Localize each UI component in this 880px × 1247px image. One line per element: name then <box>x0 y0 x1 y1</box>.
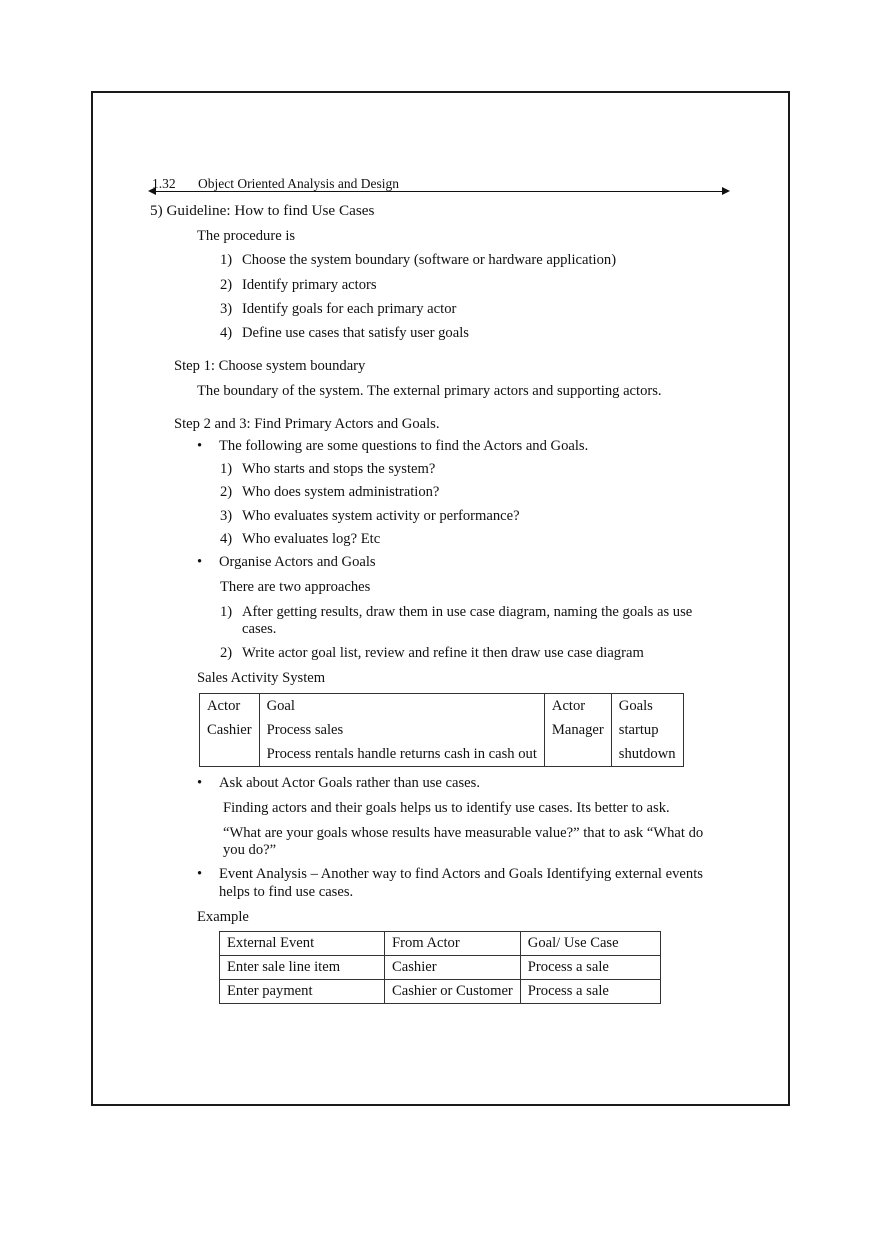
table-cell <box>544 742 611 767</box>
paragraph: “What are your goals whose results have measurable value?” that to ask “What do <box>223 825 704 841</box>
table-cell: Process a sale <box>520 980 660 1004</box>
table-row <box>200 694 684 719</box>
arrow-right-icon <box>722 187 730 195</box>
list-number: 3) <box>220 301 233 317</box>
table-row <box>200 742 684 767</box>
approaches-intro: There are two approaches <box>220 579 371 595</box>
list-number: 1) <box>220 252 233 268</box>
list-item: Identify goals for each primary actor <box>242 301 457 317</box>
list-item: Write actor goal list, review and refine it then draw use case diagram <box>242 645 644 661</box>
sales-table-title: Sales Activity System <box>197 670 326 686</box>
table-cell: shutdown <box>611 742 683 767</box>
table-cell: Enter payment <box>220 980 385 1004</box>
table-cell: Process a sale <box>520 956 660 980</box>
step23-heading: Step 2 and 3: Find Primary Actors and Goals. <box>174 416 440 432</box>
table-cell: startup <box>611 718 683 742</box>
table-cell: Manager <box>544 718 611 742</box>
list-number: 2) <box>220 645 233 661</box>
paragraph: Finding actors and their goals helps us to identify use cases. Its better to ask. <box>223 800 670 816</box>
list-number: 1) <box>220 461 233 477</box>
bullet-text: Event Analysis – Another way to find Actors and Goals Identifying external events <box>219 866 703 882</box>
header-rule <box>152 191 728 192</box>
bullet-icon: • <box>197 554 203 570</box>
list-item: Who evaluates system activity or performance? <box>242 508 520 524</box>
book-title: Object Oriented Analysis and Design <box>198 176 399 191</box>
list-number: 1) <box>220 604 233 620</box>
table-cell: Goals <box>611 694 683 719</box>
list-item-continued: cases. <box>242 621 277 637</box>
table-cell: Goal/ Use Case <box>520 932 660 956</box>
list-number: 3) <box>220 508 233 524</box>
step1-text: The boundary of the system. The external primary actors and supporting actors. <box>197 383 662 399</box>
table-cell: Cashier or Customer <box>385 980 521 1004</box>
table-row <box>200 718 684 742</box>
table-cell <box>200 742 260 767</box>
list-item: After getting results, draw them in use case diagram, naming the goals as use <box>242 604 693 620</box>
list-item: Identify primary actors <box>242 277 377 293</box>
list-number: 4) <box>220 531 233 547</box>
list-item: Choose the system boundary (software or hardware application) <box>242 252 617 268</box>
table-cell: Actor <box>200 694 260 719</box>
procedure-intro: The procedure is <box>197 228 296 244</box>
page-number: 1.32 <box>152 176 176 191</box>
table-cell: Actor <box>544 694 611 719</box>
bullet-text: Ask about Actor Goals rather than use cases. <box>219 775 480 791</box>
bullet-text-continued: helps to find use cases. <box>219 884 354 900</box>
table-cell: Goal <box>259 694 544 719</box>
list-item: Who does system administration? <box>242 484 440 500</box>
list-number: 2) <box>220 277 233 293</box>
bullet-icon: • <box>197 866 203 882</box>
list-item: Who evaluates log? Etc <box>242 531 381 547</box>
bullet-text: Organise Actors and Goals <box>219 554 376 570</box>
table-cell: Enter sale line item <box>220 956 385 980</box>
table-row <box>220 932 661 956</box>
table-row <box>220 956 661 980</box>
table-cell: From Actor <box>385 932 521 956</box>
section-heading: 5) Guideline: How to find Use Cases <box>150 202 375 219</box>
step1-heading: Step 1: Choose system boundary <box>174 358 366 374</box>
list-item: Define use cases that satisfy user goals <box>242 325 469 341</box>
paragraph-continued: you do?” <box>223 842 277 858</box>
sales-activity-table <box>199 693 684 767</box>
table-cell: Cashier <box>385 956 521 980</box>
arrow-left-icon <box>148 187 156 195</box>
table-cell: External Event <box>220 932 385 956</box>
bullet-text: The following are some questions to find the Actors and Goals. <box>219 438 589 454</box>
table-cell: Process rentals handle returns cash in cash out <box>259 742 544 767</box>
example-table <box>219 931 661 1004</box>
bullet-icon: • <box>197 775 203 791</box>
table-cell: Cashier <box>200 718 260 742</box>
list-number: 2) <box>220 484 233 500</box>
example-title: Example <box>197 909 249 925</box>
table-cell: Process sales <box>259 718 544 742</box>
list-number: 4) <box>220 325 233 341</box>
table-row <box>220 980 661 1004</box>
list-item: Who starts and stops the system? <box>242 461 436 477</box>
bullet-icon: • <box>197 438 203 454</box>
